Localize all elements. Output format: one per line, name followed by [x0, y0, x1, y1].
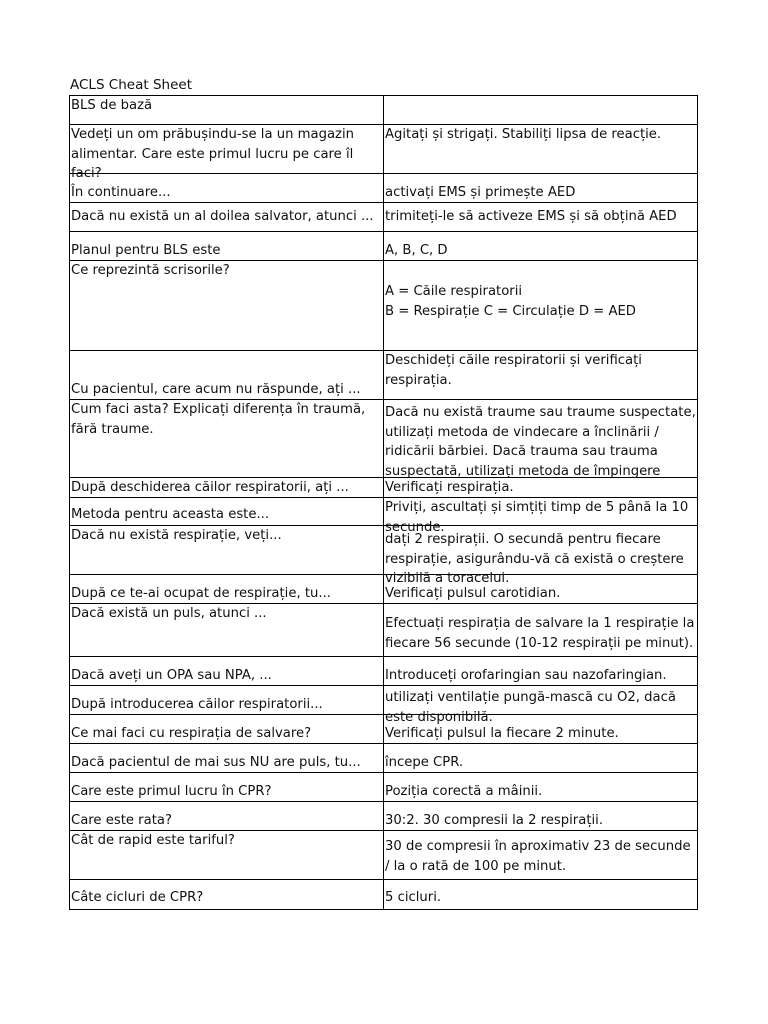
table-row [70, 203, 698, 232]
answer-line: A = Căile respiratorii [385, 284, 523, 299]
answer-cell: trimiteți-le să activeze EMS și să obțină AED [385, 209, 677, 225]
document-title: ACLS Cheat Sheet [70, 77, 192, 93]
question-cell: Care este rata? [71, 812, 172, 828]
table-row [70, 880, 698, 910]
answer-cell: Verificați pulsul carotidian. [385, 585, 561, 601]
question-cell: Ce reprezintă scrisorile? [71, 263, 230, 278]
question-cell: După introducerea căilor respiratorii... [71, 696, 323, 712]
answer-cell: A, B, C, D [385, 242, 448, 258]
question-cell: Dacă pacientul de mai sus NU are puls, tu... [71, 754, 361, 770]
question-cell: Dacă există un puls, atunci ... [71, 606, 267, 621]
answer-cell: 5 cicluri. [385, 889, 442, 905]
table-row [70, 232, 698, 261]
qa-table [69, 95, 698, 910]
table-row [70, 575, 698, 604]
answer-cell: Dacă nu există traume sau traume suspectate, utilizați metoda de vindecare a înclinării / ridicării bărbiei. Dacă trauma sau trauma suspectată, utilizați metoda de împingere [385, 405, 696, 479]
answer-line: B = Respirație C = Circulație D = AED [385, 303, 636, 319]
answer-cell [384, 261, 697, 350]
question-cell: Dacă aveți un OPA sau NPA, ... [71, 667, 272, 683]
table-row [70, 831, 698, 880]
table-row [70, 802, 698, 831]
question-cell: BLS de bază [71, 98, 153, 113]
answer-cell: Agitați și strigați. Stabiliți lipsa de reacție. [385, 127, 662, 142]
table-row [70, 125, 698, 174]
answer-cell: activați EMS și primește AED [385, 184, 576, 200]
table-row [70, 526, 698, 575]
table-row [70, 351, 698, 400]
table-row [70, 744, 698, 773]
question-cell: Vedeți un om prăbușindu-se la un magazin alimentar. Care este primul lucru pe care îl faci? [71, 127, 354, 181]
question-cell: În continuare... [71, 184, 171, 200]
table-row [70, 604, 698, 657]
question-cell: Câte cicluri de CPR? [71, 889, 204, 905]
question-cell: Cât de rapid este tariful? [71, 833, 235, 848]
table-row [70, 686, 698, 715]
answer-cell: Efectuați respirația de salvare la 1 respirație la fiecare 56 secunde (10-12 respirații pe minut). [385, 616, 695, 651]
answer-cell: utilizați ventilație pungă-mască cu O2, dacă este disponibilă. [385, 690, 676, 725]
table-row [70, 174, 698, 203]
question-cell: După deschiderea căilor respiratorii, ați ... [71, 480, 349, 495]
answer-cell: Poziția corectă a mâinii. [385, 783, 543, 799]
question-cell: Dacă nu există un al doilea salvator, atunci ... [71, 209, 374, 225]
question-cell: Cum faci asta? Explicați diferența în traumă, fără traume. [71, 402, 366, 437]
answer-cell: dați 2 respirații. O secundă pentru fiecare respirație, asigurându-vă că există o creștere vizibilă a toracelui. [385, 532, 684, 586]
table-row [70, 261, 698, 351]
question-cell: Cu pacientul, care acum nu răspunde, ați ... [71, 381, 361, 397]
table-row [70, 657, 698, 686]
answer-cell: începe CPR. [385, 754, 464, 770]
answer-cell: Verificați respirația. [385, 480, 514, 495]
answer-cell: Verificați pulsul la fiecare 2 minute. [385, 725, 619, 741]
answer-cell: Deschideți căile respiratorii și verificați respirația. [385, 353, 642, 388]
question-cell: După ce te-ai ocupat de respirație, tu... [71, 585, 331, 601]
table-row [70, 773, 698, 802]
table-row [70, 96, 698, 125]
answer-cell: Introduceți orofaringian sau nazofaringian. [385, 667, 667, 683]
question-cell: Ce mai faci cu respirația de salvare? [71, 725, 312, 741]
table-row [70, 715, 698, 744]
answer-cell: 30 de compresii în aproximativ 23 de secunde / la o rată de 100 pe minut. [385, 839, 691, 874]
answer-cell [384, 96, 697, 124]
question-cell: Care este primul lucru în CPR? [71, 783, 272, 799]
answer-cell: 30:2. 30 compresii la 2 respirații. [385, 812, 604, 828]
table-row [70, 498, 698, 526]
answer-cell: Priviți, ascultați și simțiți timp de 5 până la 10 secunde. [385, 500, 689, 535]
question-cell: Metoda pentru aceasta este... [71, 507, 270, 522]
table-row [70, 400, 698, 478]
question-cell: Planul pentru BLS este [71, 242, 221, 258]
question-cell: Dacă nu există respirație, veți... [71, 528, 282, 543]
